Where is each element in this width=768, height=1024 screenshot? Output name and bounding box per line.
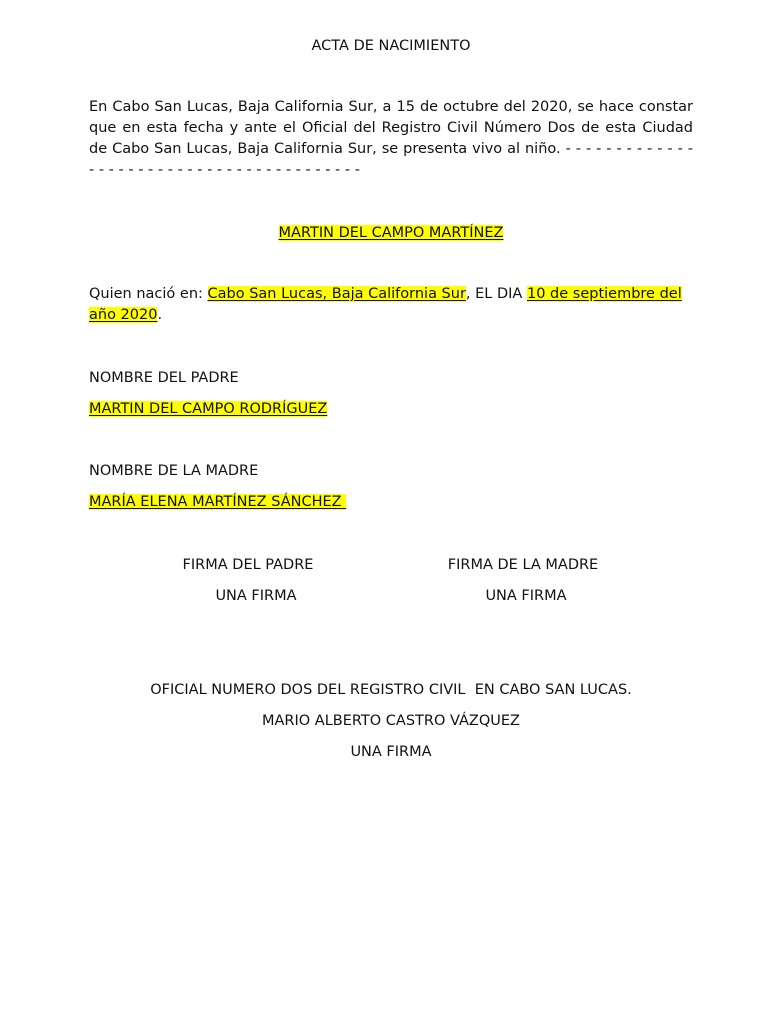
official-title: OFICIAL NUMERO DOS DEL REGISTRO CIVIL EN CABO SAN LUCAS. <box>150 682 632 698</box>
document-title: ACTA DE NACIMIENTO <box>311 38 471 54</box>
child-name: MARTIN DEL CAMPO MARTÍNEZ <box>278 225 504 241</box>
father-signature: UNA FIRMA <box>215 588 297 604</box>
official-name: MARIO ALBERTO CASTRO VÁZQUEZ <box>262 713 520 729</box>
mother-name-line <box>89 492 346 512</box>
father-label: NOMBRE DEL PADRE <box>89 370 239 386</box>
intro-paragraph: En Cabo San Lucas, Baja California Sur, a 15 de octubre del 2020, se hace constar que en esta fecha y ante el Oficial del Registro Civil Número Dos de esta Ciudad de Cabo San Lucas, Baja California Sur, se presenta vivo al niño. - - - - - - - - - - - - - - - - - - - - - - - - - - - - - - - - - - - - - - - - - <box>89 99 693 178</box>
birth-date: 10 de septiembre del año 2020 <box>89 286 682 323</box>
birth-suffix: . <box>157 307 163 323</box>
birth-prefix: Quien nació en: <box>89 286 208 302</box>
father-name-line <box>89 399 327 419</box>
mother-name: MARÍA ELENA MARTÍNEZ SÁNCHEZ <box>89 494 347 510</box>
birth-info <box>89 284 693 326</box>
mother-signature-label: FIRMA DE LA MADRE <box>447 557 599 573</box>
mother-signature: UNA FIRMA <box>485 588 567 604</box>
birth-connector: , EL DIA <box>465 286 527 302</box>
mother-label: NOMBRE DE LA MADRE <box>89 463 259 479</box>
birth-place: Cabo San Lucas, Baja California Sur <box>207 286 466 302</box>
child-name-line <box>0 223 768 243</box>
father-name: MARTIN DEL CAMPO RODRÍGUEZ <box>89 401 328 417</box>
father-signature-label: FIRMA DEL PADRE <box>182 557 314 573</box>
official-signature: UNA FIRMA <box>350 744 432 760</box>
